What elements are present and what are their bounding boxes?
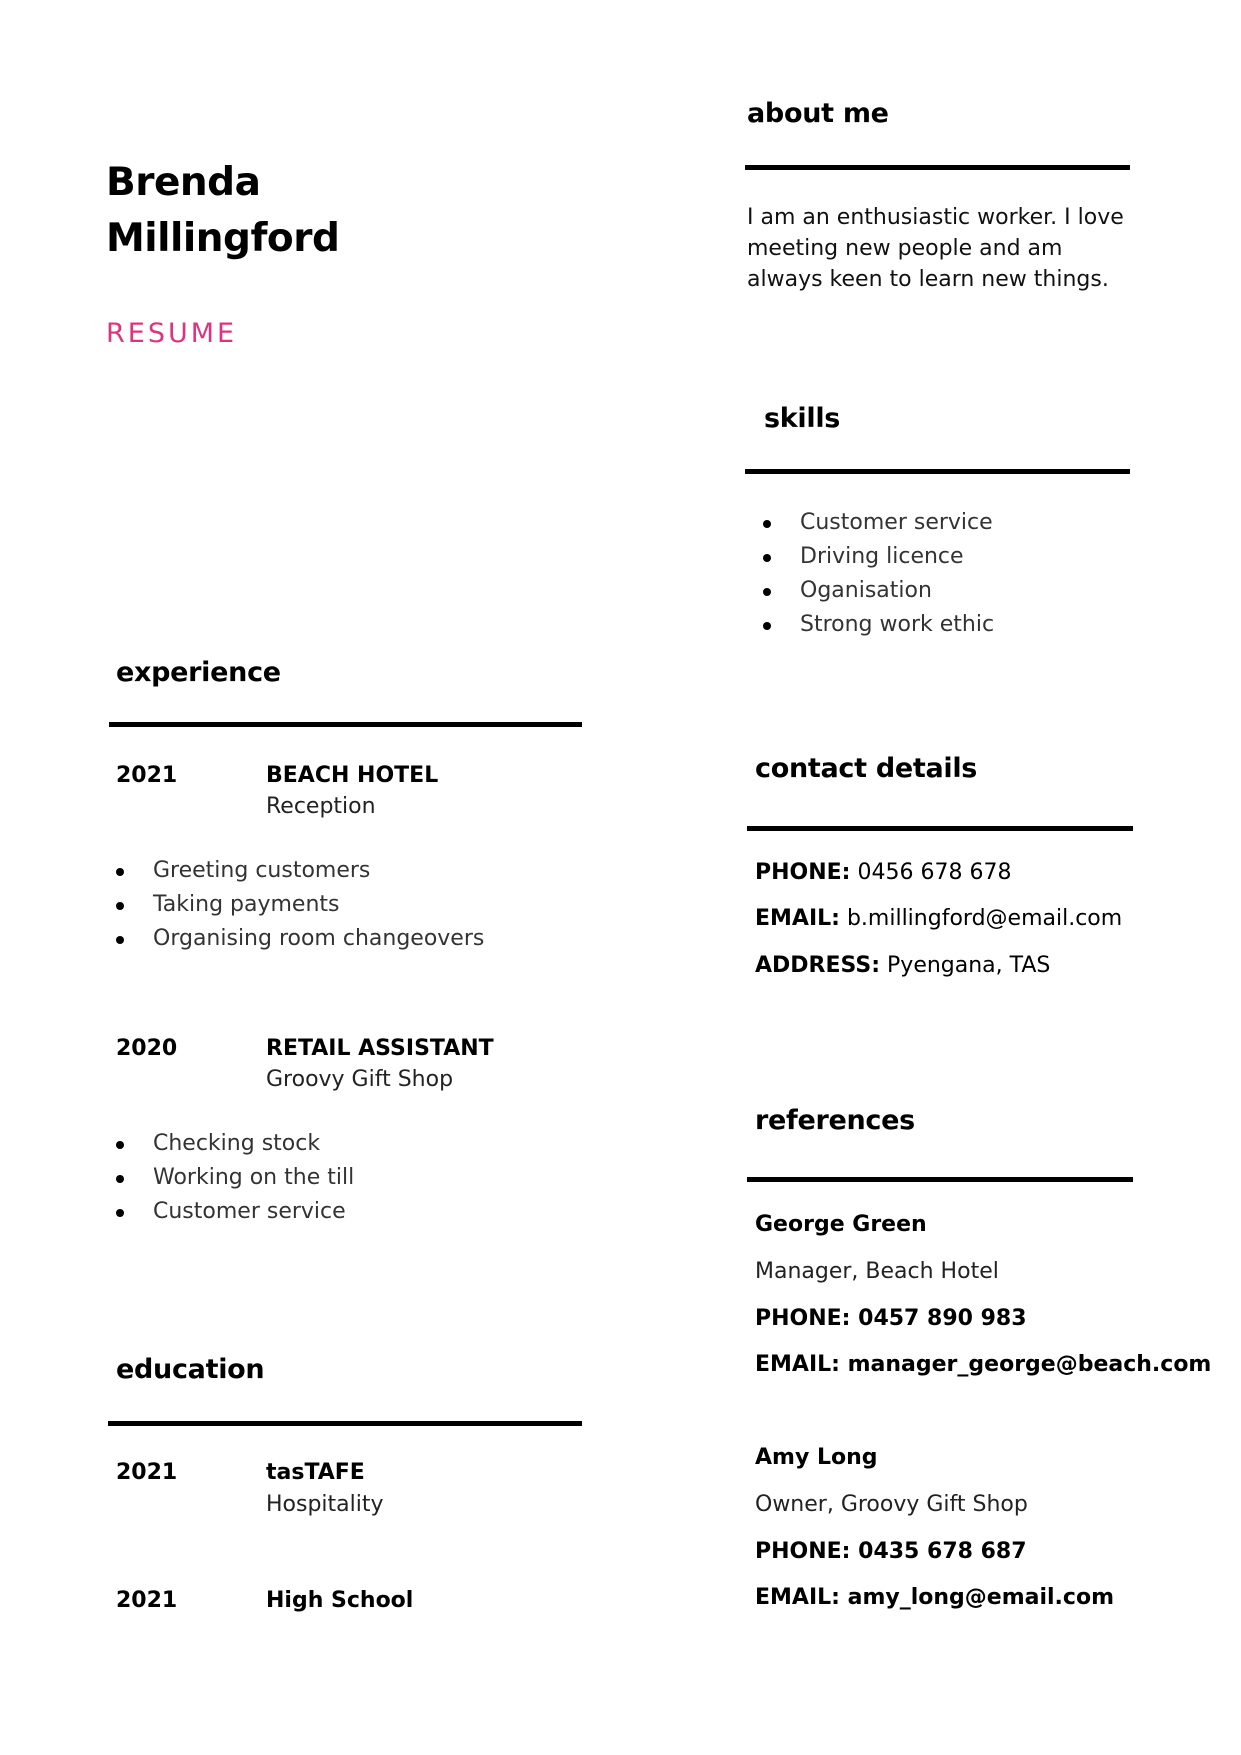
experience-subtitle: Reception [266,794,376,819]
experience-duties [116,854,484,956]
experience-title: RETAIL ASSISTANT [266,1036,494,1061]
education-subtitle: Hospitality [266,1492,384,1517]
about-line: meeting new people and am [747,236,1063,261]
phone-value: 0456 678 678 [857,860,1012,885]
experience-divider [109,722,582,727]
about-line: I am an enthusiastic worker. I love [747,205,1124,230]
experience-year: 2020 [116,1036,178,1061]
last-name: Millingford [106,216,340,261]
duty-item: Greeting customers [116,854,484,888]
about-line: always keen to learn new things. [747,267,1109,292]
skills-list [763,506,994,642]
experience-duties [116,1127,354,1229]
reference-role: Manager, Beach Hotel [755,1259,999,1284]
education-title: High School [266,1588,414,1613]
experience-title: BEACH HOTEL [266,763,439,788]
education-title: tasTAFE [266,1460,365,1485]
email-value: b.millingford@email.com [846,906,1123,931]
phone-label: PHONE: [755,860,851,885]
reference-role: Owner, Groovy Gift Shop [755,1492,1028,1517]
education-year: 2021 [116,1588,178,1613]
skill-item: Oganisation [763,574,994,608]
candidate-name [106,155,339,267]
reference-name: George Green [755,1212,927,1237]
references-divider [747,1177,1133,1182]
contact-divider [747,826,1133,831]
experience-heading: experience [116,657,281,688]
address-label: ADDRESS: [755,953,881,978]
contact-address [755,953,1050,978]
reference-email: EMAIL: manager_george@beach.com [755,1352,1212,1377]
education-year: 2021 [116,1460,178,1485]
about-text [747,202,1124,295]
skill-item: Strong work ethic [763,608,994,642]
about-heading: about me [747,98,889,129]
contact-heading: contact details [755,753,978,784]
skill-item: Driving licence [763,540,994,574]
first-name: Brenda [106,160,261,205]
reference-phone: PHONE: 0435 678 687 [755,1539,1027,1564]
education-divider [108,1421,582,1426]
address-value: Pyengana, TAS [887,953,1051,978]
resume-label: RESUME [106,318,238,349]
duty-item: Working on the till [116,1161,354,1195]
skills-divider [745,469,1130,474]
references-heading: references [755,1105,915,1136]
duty-item: Customer service [116,1195,354,1229]
skills-heading: skills [764,403,841,434]
experience-subtitle: Groovy Gift Shop [266,1067,454,1092]
reference-email: EMAIL: amy_long@email.com [755,1585,1114,1610]
duty-item: Taking payments [116,888,484,922]
email-label: EMAIL: [755,906,840,931]
duty-item: Checking stock [116,1127,354,1161]
experience-year: 2021 [116,763,178,788]
contact-phone [755,860,1011,885]
skill-item: Customer service [763,506,994,540]
reference-name: Amy Long [755,1445,878,1470]
education-heading: education [116,1354,265,1385]
duty-item: Organising room changeovers [116,922,484,956]
contact-email [755,906,1122,931]
reference-phone: PHONE: 0457 890 983 [755,1306,1027,1331]
about-divider [745,165,1130,170]
